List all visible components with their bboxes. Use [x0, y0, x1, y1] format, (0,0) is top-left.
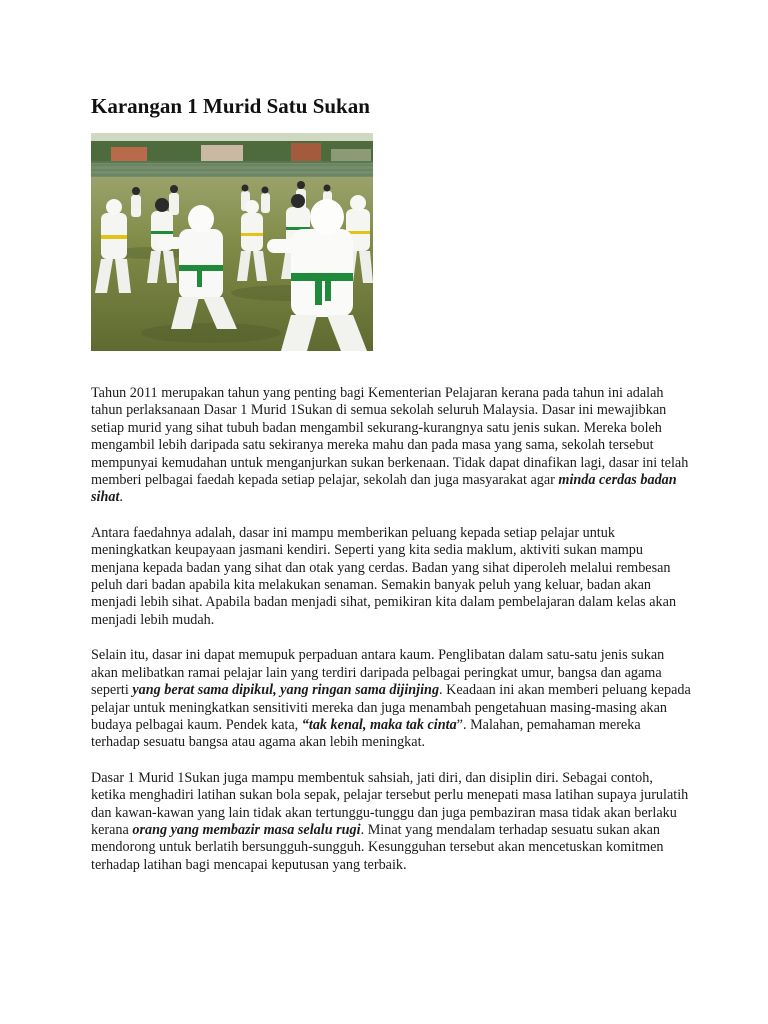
paragraph-1-text-b: . — [119, 489, 123, 506]
paragraph-3-text-a: Selain itu, dasar ini dapat memupuk perpaduan antara kaum. Penglibatan dalam satu-satu jenis sukan akan melibatkan ramai pelajar lain yang terdiri daripada pelbagai peringkat umur, bangsa dan agama seperti — [91, 647, 665, 699]
paragraph-4-emphasis: orang yang membazir masa selalu rugi — [132, 821, 361, 838]
paragraph-2-text: Antara faedahnya adalah, dasar ini mampu memberikan peluang kepada setiap pelajar untuk meningkatkan keupayaan jasmani kendiri. Seperti yang kita sedia maklum, aktiviti sukan mampu menjana kepada badan yang sihat dan otak yang cerdas. Badan yang sihat diperoleh melalui rembesan peluh dari badan apabila kita melakukan senaman. Semakin banyak peluh yang keluar, badan akan menjadi lebih sihat. Apabila badan menjadi sihat, pemikiran kita dalam pembelajaran dalam kelas akan menjadi lebih mudah. — [91, 524, 677, 628]
document-title: Karangan 1 Murid Satu Sukan — [91, 94, 370, 118]
paragraph-2 — [91, 525, 691, 629]
paragraph-4 — [91, 770, 691, 874]
paragraph-3 — [91, 647, 691, 751]
paragraph-4-text-b: . Minat yang mendalam terhadap sesuatu sukan akan mendorong untuk berlatih bersungguh-sungguh. Kesungguhan tersebut akan mencetuskan komitmen terhadap latihan bagi mencapai keputusan yang terbaik. — [91, 821, 664, 873]
paragraph-3-emphasis-b: “tak kenal, maka tak cinta — [301, 716, 457, 733]
paragraph-1-text-a: Tahun 2011 merupakan tahun yang penting bagi Kementerian Pelajaran kerana pada tahun ini adalah tahun perlaksanaan Dasar 1 Murid 1Sukan di semua sekolah seluruh Malaysia. Dasar ini mewajibkan setiap murid yang sihat tubuh badan mengambil sekurang-kurangnya satu jenis sukan. Mereka boleh mengambil lebih daripada satu sekiranya mereka mahu dan pada masa yang sama, sekolah tersebut mempunyai kemudahan untuk menganjurkan sukan berkenaan. Tidak dapat dinafikan lagi, dasar ini telah memberi pelbagai faedah kepada setiap pelajar, sekolah dan juga masyarakat agar — [91, 385, 689, 489]
paragraph-3-emphasis-a: yang berat sama dipikul, yang ringan sama dijinjing — [132, 682, 440, 699]
document-page — [91, 93, 691, 892]
paragraph-4-text-a: Dasar 1 Murid 1Sukan juga mampu membentuk sahsiah, jati diri, dan disiplin diri. Sebagai contoh, ketika menghadiri latihan sukan bola sepak, pelajar tersebut perlu menepati masa latihan supaya jurulatih dan kawan-kawan yang lain tidak akan tertunggu-tunggu dan juga pembaziran masa tidak akan berlaku kerana — [91, 769, 689, 838]
paragraph-1 — [91, 385, 691, 507]
karate-students-photo — [91, 133, 373, 351]
paragraph-3-text-c: ”. Malahan, pemahaman mereka terhadap sesuatu bangsa atau agama akan lebih meningkat. — [91, 716, 641, 751]
paragraph-3-text-b: . Keadaan ini akan memberi peluang kepada pelajar untuk meningkatkan sensitiviti mereka dan juga menambah pengetahuan masing-masing akan budaya pelbagai kaum. Pendek kata, — [91, 682, 691, 733]
paragraph-1-emphasis: minda cerdas badan sihat — [91, 472, 677, 506]
